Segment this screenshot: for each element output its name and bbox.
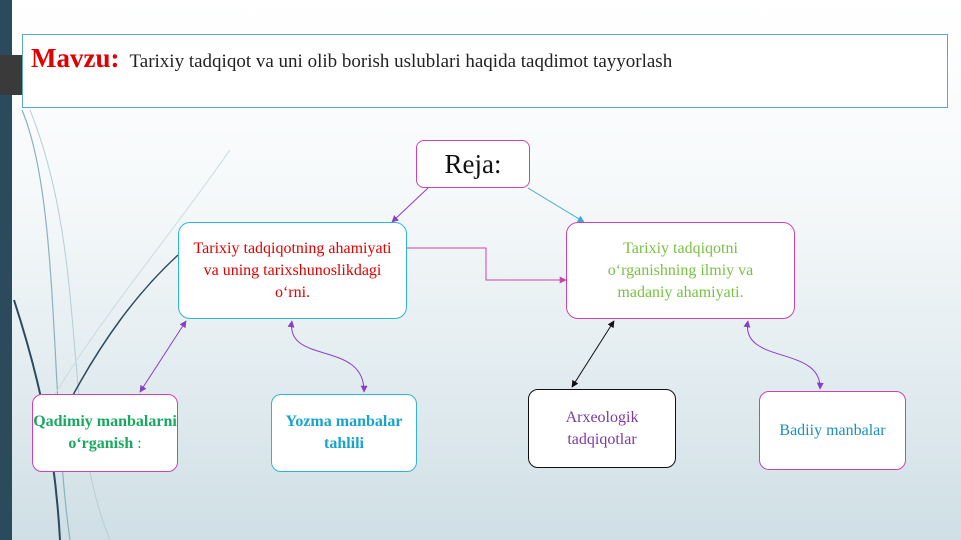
branch-left-label: Tarixiy tadqiqotning ahamiyati va uning tarixshunoslikdagi o‘rni. [193,239,392,301]
title-label: Mavzu: [31,43,120,73]
root-node [416,140,530,188]
branch-right-label: Tarixiy tadqiqotni o‘rganishning ilmiy va madaniy ahamiyati. [607,239,754,301]
leaf-1-suffix: : [137,435,142,452]
leaf-node-4 [759,391,906,470]
branch-right-node [566,222,795,319]
leaf-node-1 [32,394,178,472]
leaf-node-3 [528,389,676,468]
leaf-node-2 [271,394,417,472]
title-line [31,43,672,74]
leaf-1-text-wrap [33,411,177,455]
title-box [22,34,948,108]
root-label: Reja: [444,148,502,179]
leaf-3-label: Arxeologik tadqiqotlar [565,408,639,448]
branch-left-node [178,222,407,319]
leaf-4-label: Badiiy manbalar [779,421,886,439]
leaf-1-label: Qadimiy manbalarni o‘rganish [33,413,177,452]
leaf-2-label: Yozma manbalar tahlili [285,413,403,452]
title-text: Tarixiy tadqiqot va uni olib borish uslublari haqida taqdimot tayyorlash [129,51,673,72]
title-tab-marker [0,55,22,95]
